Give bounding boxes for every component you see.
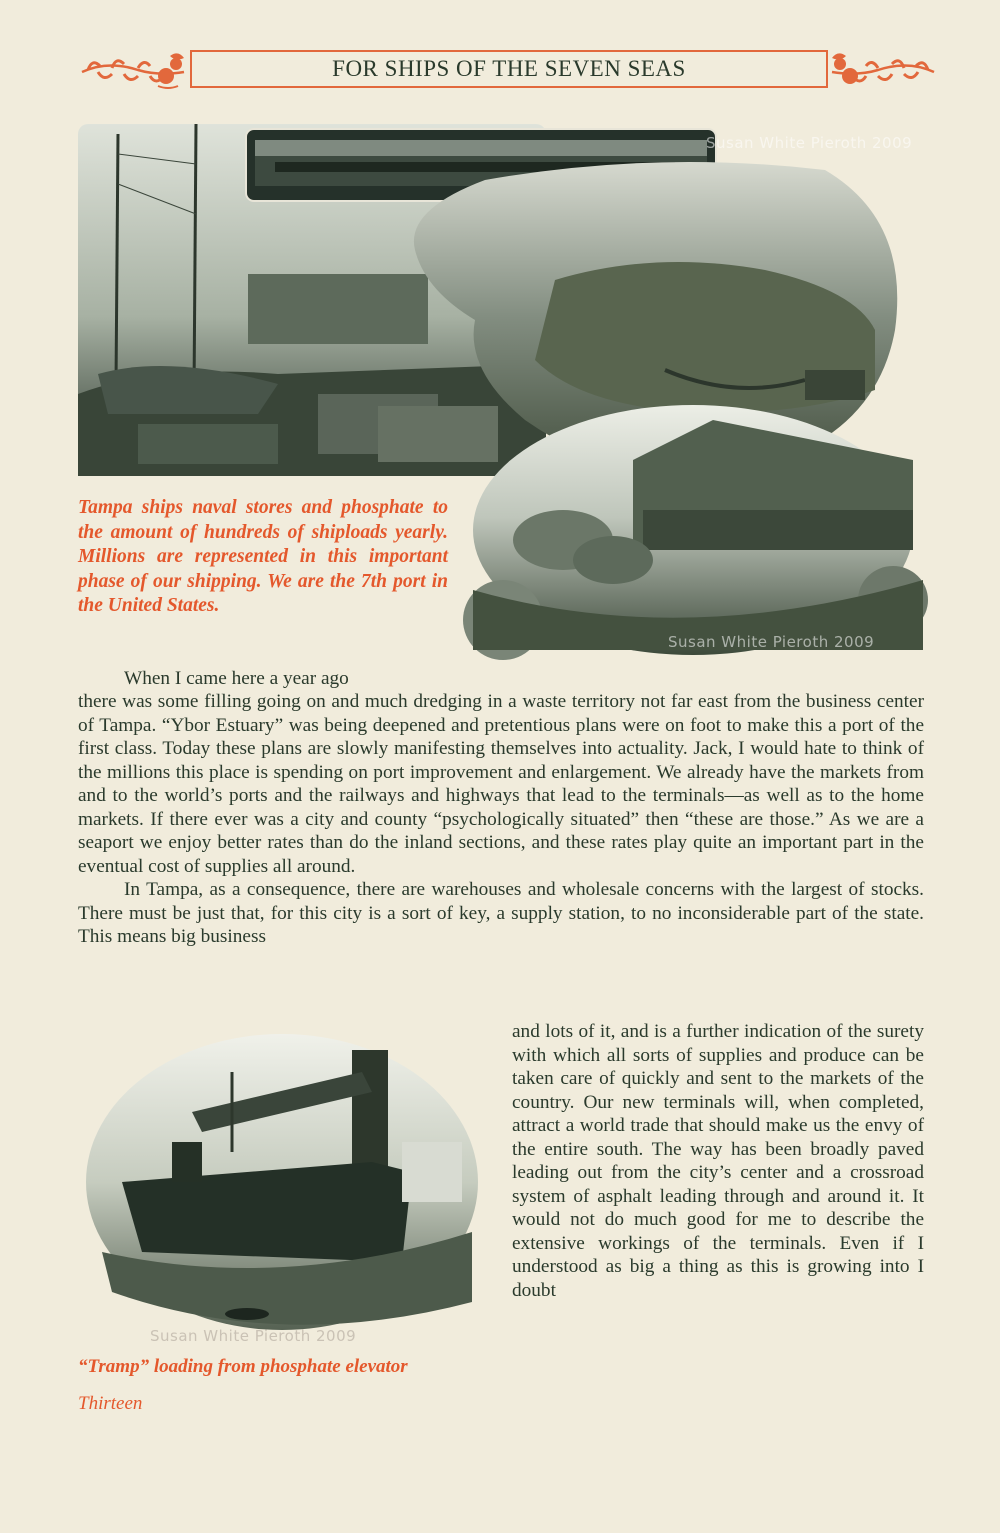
- page-header-title: FOR SHIPS OF THE SEVEN SEAS: [332, 56, 686, 81]
- header-banner: [78, 46, 938, 96]
- header-title-box: [190, 50, 828, 88]
- photo-naval-stores-barrels: [463, 400, 938, 670]
- body-lead-text: When I came here a year ago: [124, 668, 349, 689]
- body-lead-line: [78, 667, 458, 691]
- photo-tramp-steamer-elevator: [82, 1032, 482, 1352]
- body-paragraph-2: In Tampa, as a consequence, there are warehouses and wholesale concerns with the largest of stocks. There must be just that, for this city is a sort of key, a supply station, to no inconsiderable part of the state. This means big business: [78, 879, 924, 947]
- watermark-middle-right: Susan White Pieroth 2009: [668, 633, 875, 651]
- body-paragraph-2-continued: and lots of it, and is a further indication of the surety with which all sorts of supplies and produce can be taken care of quickly and sent to the markets of the country. Our new terminals will, when completed, attract a world trade that should make us the envy of the entire south. The way has been broadly paved leading out from the city’s center and a crossroad system of asphalt leading through and around it. It would not do much good for me to describe the extensive workings of the terminals. Even if I understood as big a thing as this is growing into I doubt: [512, 1021, 924, 1301]
- body-right-column: [512, 1020, 924, 1302]
- right-floral-ornament-icon: [828, 46, 938, 92]
- caption-naval-stores: Tampa ships naval stores and phosphate to the amount of hundreds of shiploads yearly. Millions are represented in this important phase of our shipping. We are the 7th port in the United States.: [78, 497, 448, 616]
- left-floral-ornament-icon: [78, 46, 188, 92]
- watermark-top-right: Susan White Pieroth 2009: [706, 134, 913, 152]
- body-full-width-block: [78, 690, 924, 949]
- watermark-bottom-left: Susan White Pieroth 2009: [150, 1327, 357, 1345]
- caption-tramp-loading: “Tramp” loading from phosphate elevator: [78, 1356, 408, 1377]
- page-number: Thirteen: [78, 1393, 143, 1414]
- body-paragraph-1: there was some filling going on and much dredging in a waste territory not far east from the business center of Tampa. “Ybor Estuary” was being deepened and pretentious plans were on foot to make this a port of the first class. Today these plans are slowly manifesting themselves into actuality. Jack, I would hate to think of the millions this place is spending on port improvement and enlargement. We already have the markets from and to the world’s ports and the railways and highways that lead to the terminals—as well as to the home markets. If there ever was a city and county “psychologically situated” then “these are those.” As we are a seaport we enjoy better rates than do the inland sections, and these rates play quite an important part in the eventual cost of supplies all around.: [78, 691, 924, 877]
